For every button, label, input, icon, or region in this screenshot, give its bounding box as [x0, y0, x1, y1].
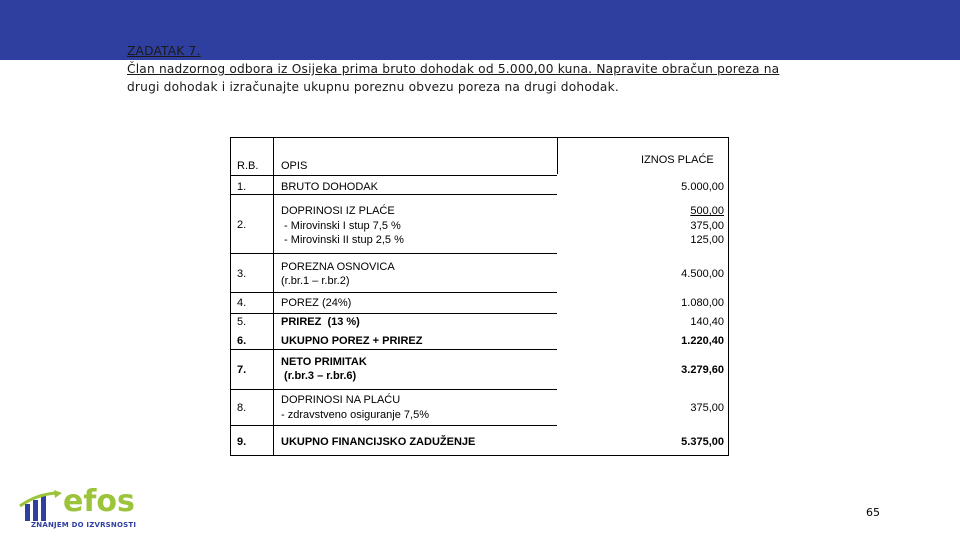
row-3-opis-line-1: POREZNA OSNOVICA — [281, 261, 395, 273]
calculation-table — [230, 137, 729, 456]
row-divider — [231, 175, 557, 176]
header-opis: OPIS — [281, 160, 308, 172]
row-8-opis-line-1: DOPRINOSI NA PLAĆU — [281, 394, 401, 406]
row-4-rb: 4. — [237, 297, 247, 309]
column-divider — [557, 138, 558, 174]
column-divider — [273, 138, 274, 455]
task-text — [127, 42, 847, 96]
row-divider — [231, 253, 557, 254]
row-2-opis-line-2: - Mirovinski I stup 7,5 % — [281, 220, 401, 232]
page-number: 65 — [866, 506, 880, 519]
row-1-rb: 1. — [237, 181, 247, 193]
logo-wordmark: efos — [63, 484, 135, 519]
row-2-iznos-line-3: 125,00 — [690, 234, 724, 246]
header-rb: R.B. — [237, 160, 259, 172]
row-3-rb: 3. — [237, 268, 247, 280]
row-7-iznos: 3.279,60 — [681, 364, 724, 376]
row-5-opis: PRIREZ (13 %) — [281, 316, 360, 328]
logo-bars-icon — [19, 490, 63, 524]
row-6-rb: 6. — [237, 335, 247, 347]
row-1-iznos: 5.000,00 — [681, 181, 724, 193]
row-8-opis-line-2: - zdravstveno osiguranje 7,5% — [281, 409, 429, 421]
row-1-opis: BRUTO DOHODAK — [281, 181, 378, 193]
task-description-line-2: drugi dohodak i izračunajte ukupnu poreznu obvezu poreza na drugi dohodak. — [127, 80, 619, 94]
row-8-rb: 8. — [237, 402, 247, 414]
task-description-line-1: Član nadzornog odbora iz Osijeka prima bruto dohodak od 5.000,00 kuna. Napravite obračun poreza na — [127, 62, 780, 76]
task-title: ZADATAK 7. — [127, 44, 201, 58]
row-2-opis-line-3: - Mirovinski II stup 2,5 % — [281, 234, 404, 246]
row-9-opis: UKUPNO FINANCIJSKO ZADUŽENJE — [281, 436, 476, 448]
row-9-iznos: 5.375,00 — [681, 436, 724, 448]
row-9-rb: 9. — [237, 436, 247, 448]
row-2-rb: 2. — [237, 219, 247, 231]
row-7-opis-line-1: NETO PRIMITAK — [281, 356, 367, 368]
row-5-rb: 5. — [237, 316, 247, 328]
row-divider — [231, 292, 557, 293]
row-divider — [231, 425, 557, 426]
row-2-opis-line-1: DOPRINOSI IZ PLAĆE — [281, 205, 395, 217]
row-8-iznos: 375,00 — [690, 402, 724, 414]
logo-slogan: ZNANJEM DO IZVRSNOSTI — [31, 521, 137, 529]
row-2-iznos-line-1: 500,00 — [690, 205, 724, 217]
row-7-rb: 7. — [237, 364, 247, 376]
efos-logo — [19, 484, 144, 532]
row-3-opis-line-2: (r.br.1 – r.br.2) — [281, 275, 350, 287]
row-divider — [231, 313, 557, 314]
row-4-opis: POREZ (24%) — [281, 297, 352, 309]
row-6-iznos: 1.220,40 — [681, 335, 724, 347]
row-5-iznos: 140,40 — [690, 316, 724, 328]
row-7-opis-line-2: (r.br.3 – r.br.6) — [281, 370, 357, 382]
header-iznos: IZNOS PLAĆE — [641, 154, 714, 166]
row-6-opis: UKUPNO POREZ + PRIREZ — [281, 335, 423, 347]
row-4-iznos: 1.080,00 — [681, 297, 724, 309]
row-3-iznos: 4.500,00 — [681, 268, 724, 280]
row-divider — [231, 349, 557, 350]
row-2-iznos-line-2: 375,00 — [690, 220, 724, 232]
row-divider — [231, 194, 557, 195]
row-divider — [231, 389, 557, 390]
